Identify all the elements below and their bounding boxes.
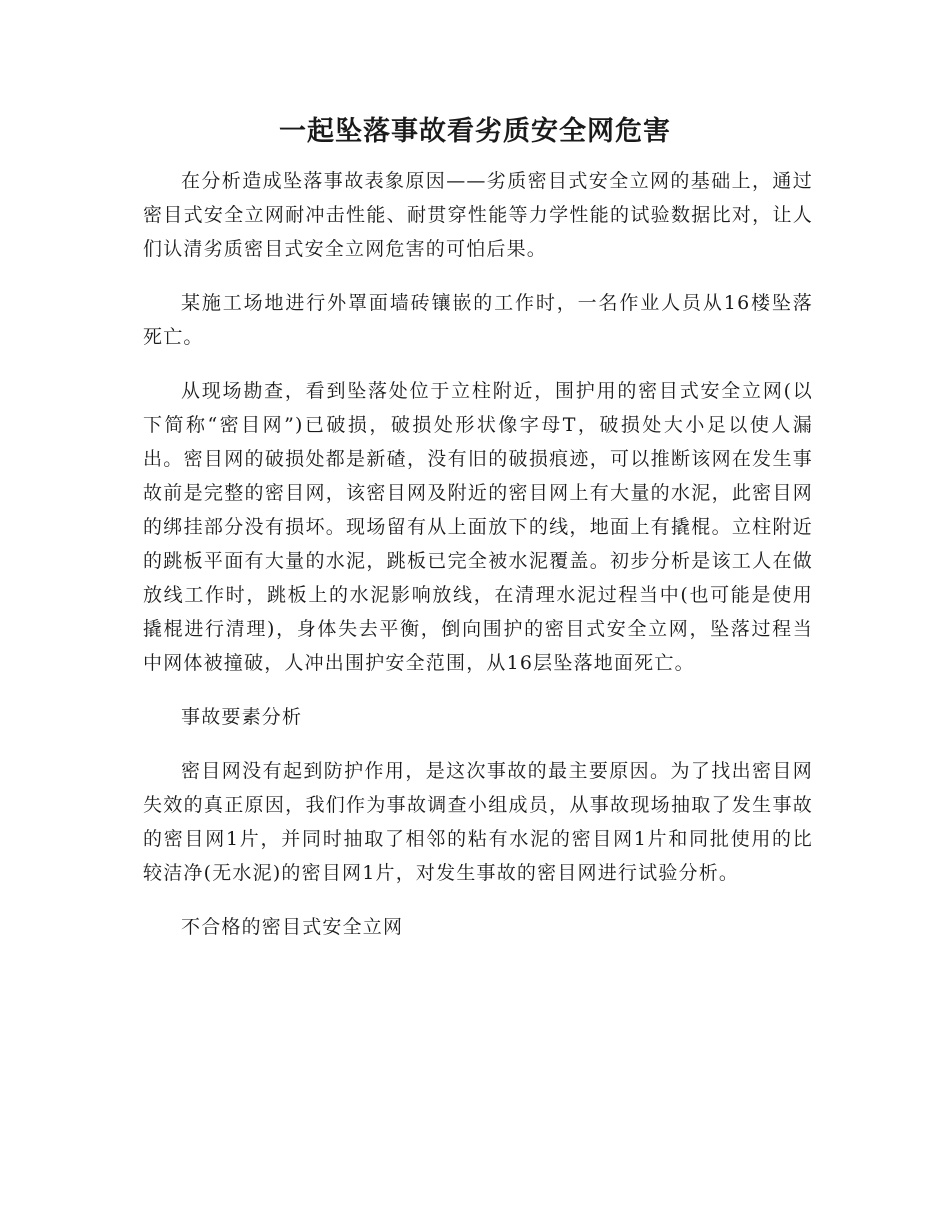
- paragraph-site-investigation: 从现场勘查，看到坠落处位于立柱附近，围护用的密目式安全立网(以下简称“密目网”)已破损，破损处形状像字母T，破损处大小足以使人漏出。密目网的破损处都是新碴，没有旧的破损痕迹，可以推断该网在发生事故前是完整的密目网，该密目网及附近的密目网上有大量的水泥，此密目网的绑挂部分没有损坏。现场留有从上面放下的线，地面上有撬棍。立柱附近的跳板平面有大量的水泥，跳板已完全被水泥覆盖。初步分析是该工人在做放线工作时，跳板上的水泥影响放线，在清理水泥过程当中(也可能是使用撬棍进行清理)，身体失去平衡，倒向围护的密目式安全立网，坠落过程当中网体被撞破，人冲出围护安全范围，从16层坠落地面死亡。: [143, 380, 813, 674]
- section-heading-analysis: 事故要素分析: [181, 706, 303, 728]
- document-title: 一起坠落事故看劣质安全网危害: [279, 116, 671, 147]
- paragraph-incident: 某施工场地进行外罩面墙砖镶嵌的工作时，一名作业人员从16楼坠落死亡。: [143, 292, 813, 348]
- paragraph-intro: 在分析造成坠落事故表象原因——劣质密目式安全立网的基础上，通过密目式安全立网耐冲击性能、耐贯穿性能等力学性能的试验数据比对，让人们认清劣质密目式安全立网危害的可怕后果。: [143, 170, 813, 260]
- document-body: [143, 164, 813, 964]
- section-heading-substandard-net: 不合格的密目式安全立网: [181, 916, 404, 938]
- paragraph-analysis: 密目网没有起到防护作用，是这次事故的最主要原因。为了找出密目网失效的真正原因，我们作为事故调查小组成员，从事故现场抽取了发生事故的密目网1片，并同时抽取了相邻的粘有水泥的密目网1片和同批使用的比较洁净(无水泥)的密目网1片，对发生事故的密目网进行试验分析。: [143, 760, 813, 884]
